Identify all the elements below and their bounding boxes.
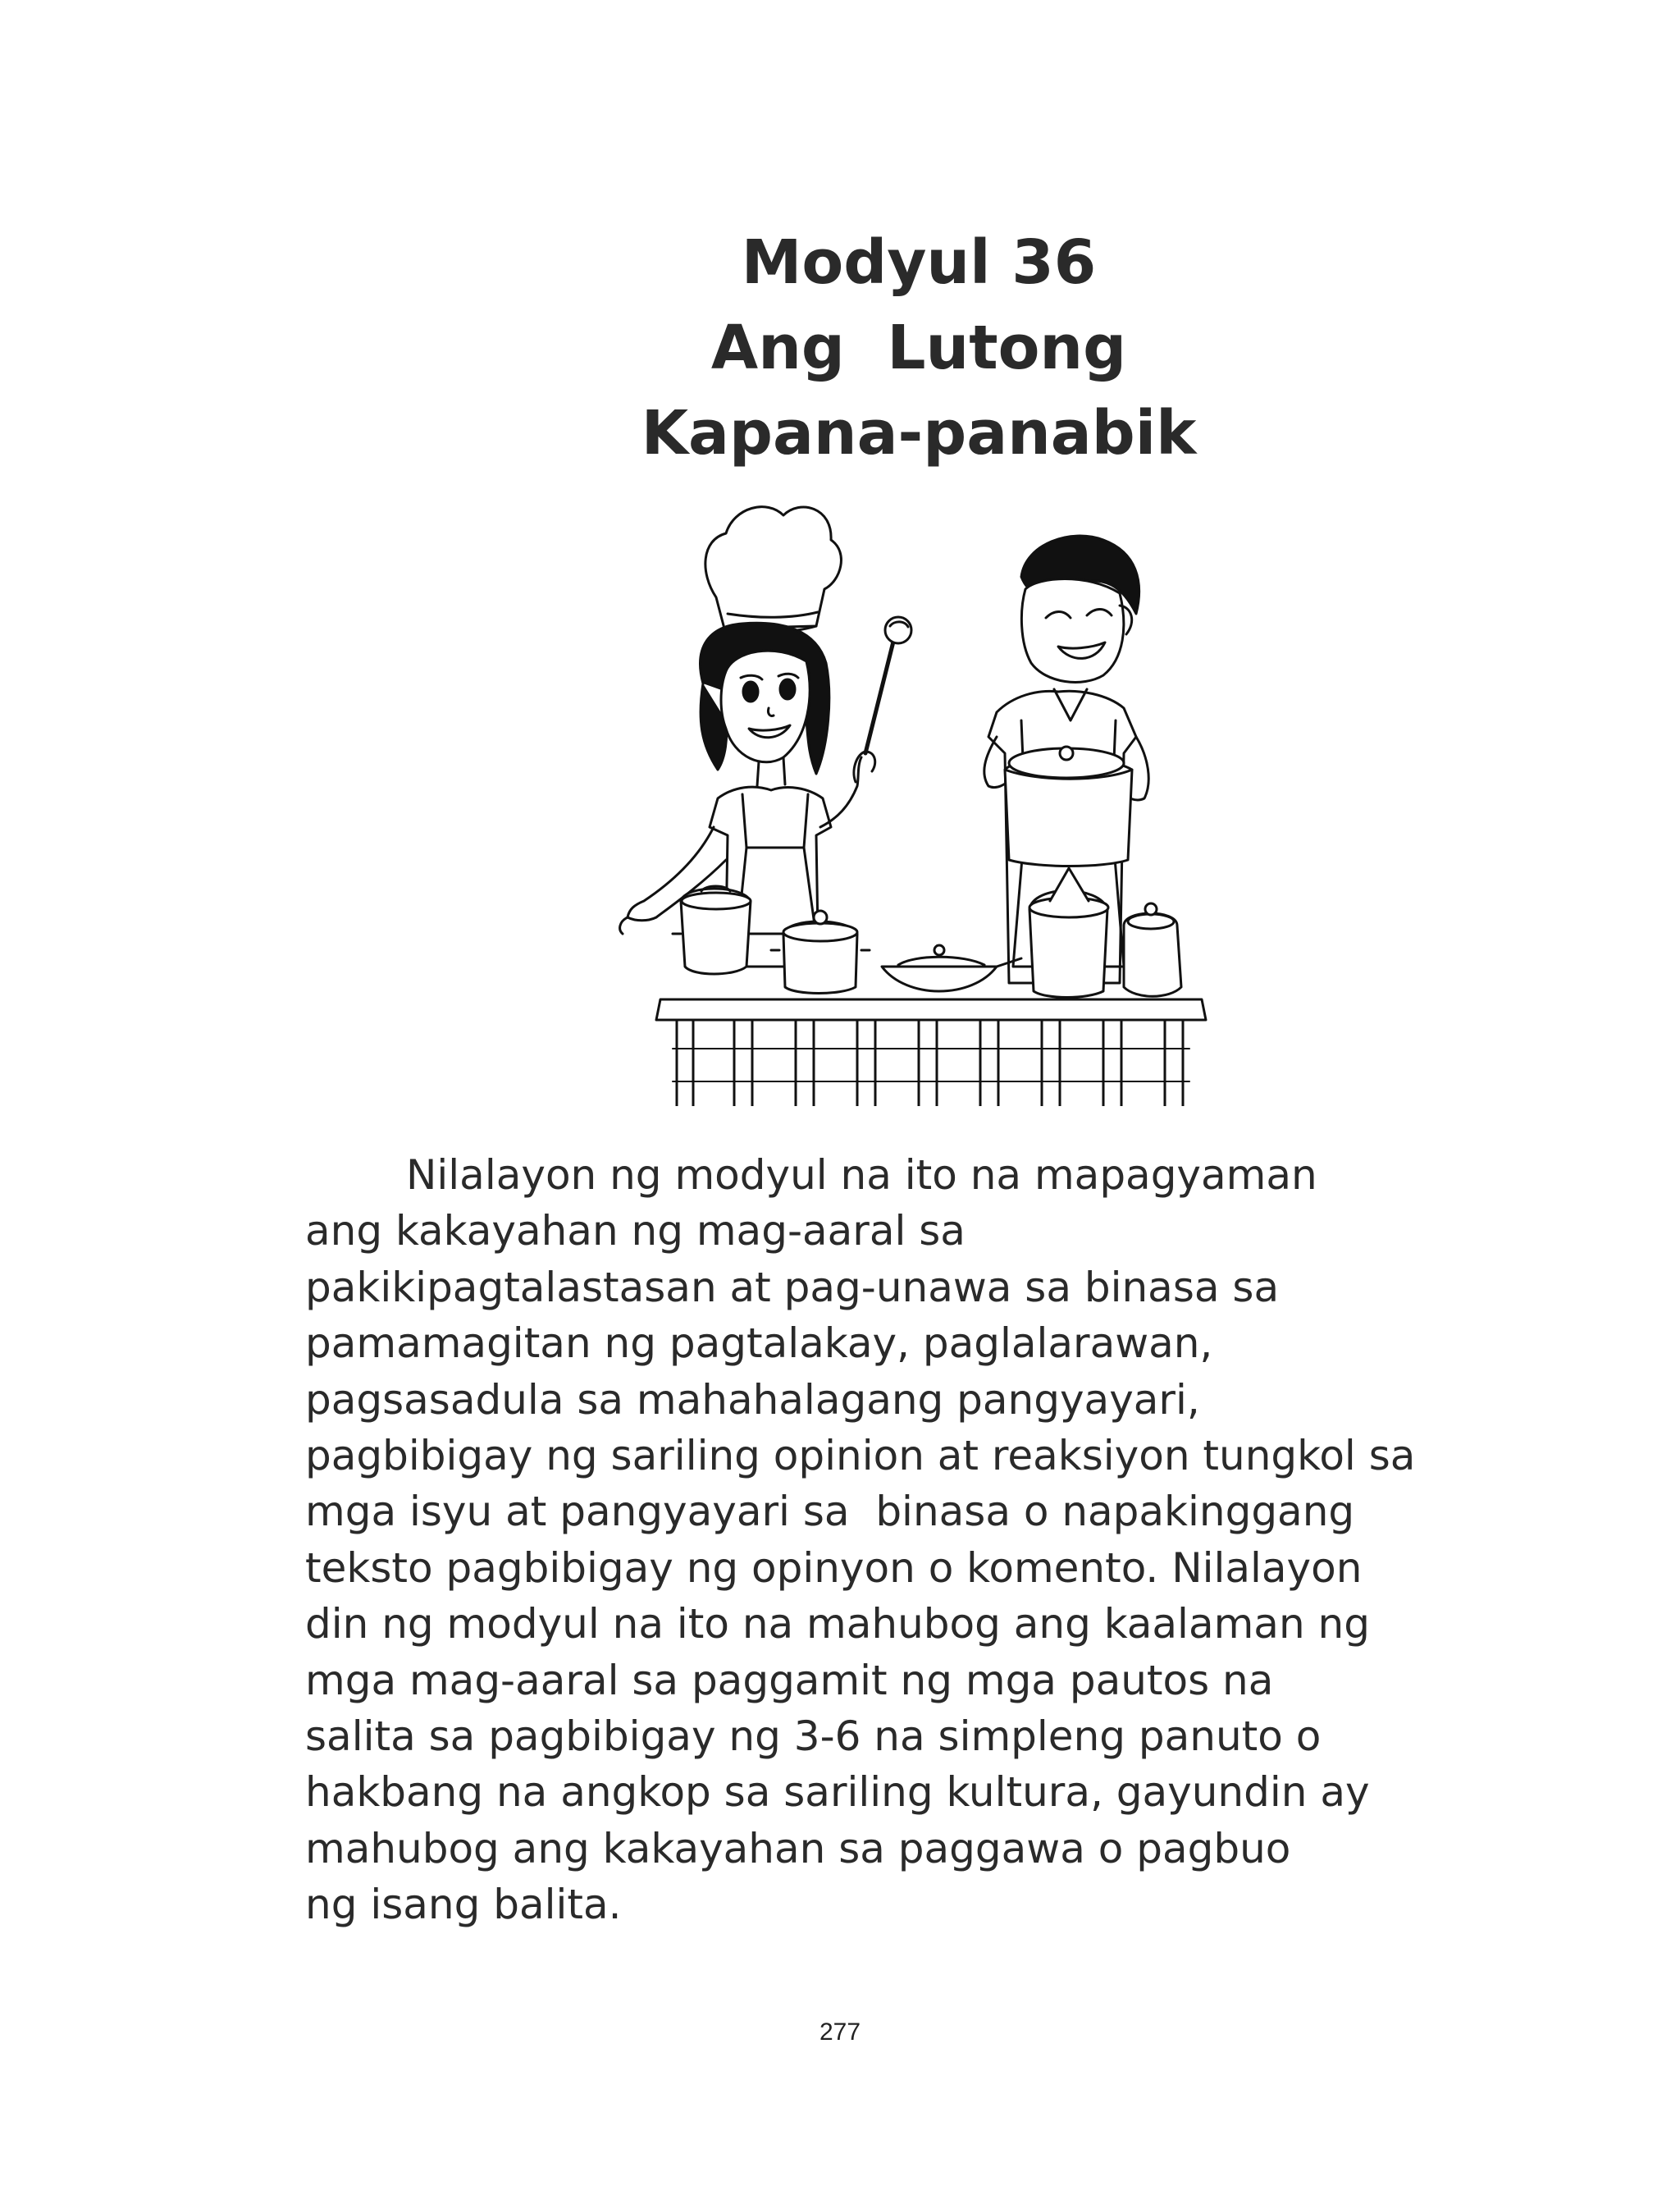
intro-paragraph xyxy=(305,1147,1486,1933)
cooking-children-illustration-icon xyxy=(611,474,1214,1106)
paragraph-line: ang kakayahan ng mag-aaral sa xyxy=(305,1207,966,1255)
paragraph-line: din ng modyul na ito na mahubog ang kaalaman ng xyxy=(305,1600,1370,1648)
paragraph-line: pagbibigay ng sariling opinion at reaksiyon tungkol sa xyxy=(305,1432,1416,1480)
paragraph-line: pagsasadula sa mahahalagang pangyayari, xyxy=(305,1375,1200,1424)
paragraph-line: pakikipagtalastasan at pag-unawa sa binasa sa xyxy=(305,1263,1280,1311)
title-line-3: Kapana-panabik xyxy=(641,398,1197,469)
title-line-2: Ang Lutong xyxy=(710,313,1127,383)
paragraph-line: ng isang balita. xyxy=(305,1881,622,1929)
paragraph-line: hakbang na angkop sa sariling kultura, gayundin ay xyxy=(305,1768,1370,1817)
paragraph-line: pamamagitan ng pagtalakay, paglalarawan, xyxy=(305,1319,1213,1368)
title-line-1: Modyul 36 xyxy=(741,227,1097,298)
paragraph-line: teksto pagbibigay ng opinyon o komento. Nilalayon xyxy=(305,1543,1363,1592)
paragraph-line: mga isyu at pangyayari sa binasa o napakinggang xyxy=(305,1488,1355,1536)
paragraph-line: Nilalayon ng modyul na ito na mapagyaman xyxy=(406,1151,1317,1199)
module-title xyxy=(574,220,1263,476)
paragraph-line: mga mag-aaral sa paggamit ng mga pautos na xyxy=(305,1656,1274,1704)
page-number: 277 xyxy=(819,2019,861,2046)
paragraph-line: mahubog ang kakayahan sa paggawa o pagbuo xyxy=(305,1824,1291,1872)
paragraph-line: salita sa pagbibigay ng 3-6 na simpleng panuto o xyxy=(305,1712,1322,1761)
